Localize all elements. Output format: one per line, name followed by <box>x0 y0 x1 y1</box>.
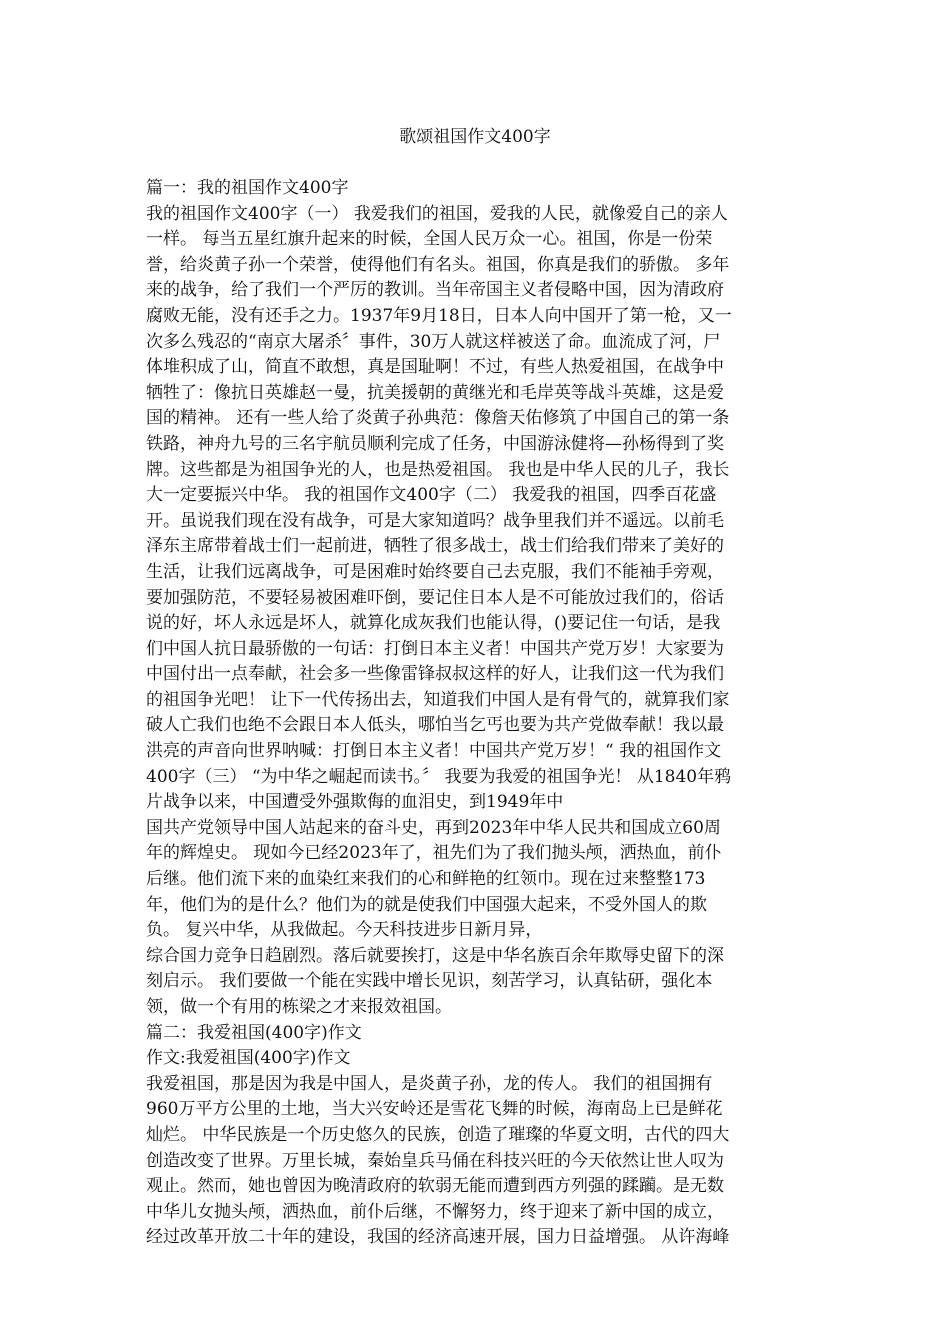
essay-title: 作文:我爱祖国(400字)作文 <box>146 1048 351 1069</box>
document-body <box>146 176 806 1251</box>
paragraph-line: 们中国人抗日最骄傲的一句话：打倒日本主义者！中国共产党万岁！大家要为 <box>146 638 724 659</box>
paragraph-line: 领，做一个有用的栋梁之才来报效祖国。 <box>146 997 452 1017</box>
paragraph-line: 经过改革开放二十年的建设，我国的经济高速开展，国力日益增强。 从许海峰 <box>146 1227 730 1248</box>
paragraph-line: 牺牲了：像抗日英雄赵一曼，抗美援朝的黄继光和毛岸英等战斗英雄，这是爱 <box>146 382 724 403</box>
paragraph-line: 片战争以来，中国遭受外强欺侮的血泪史，到1949年中 <box>146 792 564 813</box>
paragraph-line: 洪亮的声音向世界呐喊：打倒日本主义者！中国共产党万岁！“ 我的祖国作文 <box>146 741 722 762</box>
paragraph-line: 国的精神。 还有一些人给了炎黄子孙典范：像詹天佑修筑了中国自己的第一条 <box>146 408 730 429</box>
paragraph-line: 综合国力竞争日趋剧烈。落后就要挨打，这是中华名族百余年欺辱史留下的深 <box>146 945 724 966</box>
paragraph-line: 腐败无能，没有还手之力。1937年9月18日，日本人向中国开了第一枪，又一 <box>146 305 732 326</box>
paragraph-line: 400字（三） “为中华之崛起而读书。〞 我要为我爱的祖国争光！ 从1840年鸦 <box>146 766 732 787</box>
paragraph-line: 牌。这些都是为祖国争光的人，也是热爱祖国。 我也是中华人民的儿子，我长 <box>146 459 730 480</box>
paragraph-line: 要加强防范，不要轻易被困难吓倒，要记住日本人是不可能放过我们的，俗话 <box>146 587 724 608</box>
paragraph-line: 年的辉煌史。 现如今已经2023年了，祖先们为了我们抛头颅，洒热血，前仆 <box>146 843 722 864</box>
document-title: 歌颂祖国作文400字 <box>399 127 551 147</box>
paragraph-line: 一样。 每当五星红旗升起来的时候，全国人民万众一心。祖国，你是一份荣 <box>146 229 713 250</box>
paragraph-line: 的祖国争光吧！ 让下一代传扬出去，知道我们中国人是有骨气的，就算我们家 <box>146 689 730 710</box>
paragraph-line: 破人亡我们也绝不会跟日本人低头，哪怕当乞丐也要为共产党做奉献！我以最 <box>146 715 724 736</box>
paragraph-line: 生活，让我们远离战争，可是困难时始终要自己去克服，我们不能袖手旁观， <box>146 561 724 582</box>
paragraph-line: 铁路，神舟九号的三名宇航员顺利完成了任务，中国游泳健将—孙杨得到了奖 <box>146 433 724 454</box>
paragraph-line: 国共产党领导中国人站起来的奋斗史，再到2023年中华人民共和国成立60周 <box>146 817 721 838</box>
paragraph-line: 灿烂。 中华民族是一个历史悠久的民族，创造了璀璨的华夏文明，古代的四大 <box>146 1124 730 1145</box>
paragraph-line: 大一定要振兴中华。 我的祖国作文400字（二） 我爱我的祖国，四季百花盛 <box>146 485 717 506</box>
paragraph-line: 创造改变了世界。万里长城，秦始皇兵马俑在科技兴旺的今天依然让世人叹为 <box>146 1150 724 1171</box>
paragraph-line: 誉，给炎黄子孙一个荣誉，使得他们有名头。祖国，你真是我们的骄傲。 多年 <box>146 254 730 275</box>
paragraph-line: 负。 复兴中华，从我做起。今天科技进步日新月异， <box>146 920 543 941</box>
paragraph-line: 中国付出一点奉献，社会多一些像雷锋叔叔这样的好人，让我们这一代为我们 <box>146 664 724 685</box>
paragraph-line: 刻启示。 我们要做一个能在实践中增长见识，刻苦学习，认真钻研，强化本 <box>146 971 713 992</box>
section-heading: 篇一：我的祖国作文400字 <box>146 178 349 198</box>
paragraph-line: 960万平方公里的土地，当大兴安岭还是雪花飞舞的时候，海南岛上已是鲜花 <box>146 1099 723 1120</box>
paragraph-line: 年，他们为的是什么？他们为的就是使我们中国强大起来，不受外国人的欺 <box>146 894 707 915</box>
paragraph-line: 次多么残忍的“南京大屠杀〞事件，30万人就这样被送了命。血流成了河，尸 <box>146 331 721 352</box>
paragraph-line: 来的战争，给了我们一个严厉的教训。当年帝国主义者侵略中国，因为清政府 <box>146 280 724 301</box>
paragraph-line: 我的祖国作文400字（一） 我爱我们的祖国，爱我的人民，就像爱自己的亲人 <box>146 203 728 224</box>
paragraph-line: 中华儿女抛头颅，洒热血，前仆后继，不懈努力，终于迎来了新中国的成立， <box>146 1201 724 1222</box>
paragraph-line: 我爱祖国，那是因为我是中国人，是炎黄子孙，龙的传人。 我们的祖国拥有 <box>146 1073 713 1094</box>
paragraph-line: 开。虽说我们现在没有战争，可是大家知道吗？战争里我们并不遥远。以前毛 <box>146 510 724 531</box>
paragraph-line: 体堆积成了山，简直不敢想，真是国耻啊！不过，有些人热爱祖国，在战争中 <box>146 357 724 378</box>
paragraph-line: 后继。他们流下来的血染红来我们的心和鲜艳的红领巾。现在过来整整173 <box>146 869 706 890</box>
paragraph-line: 说的好，坏人永远是坏人，就算化成灰我们也能认得，()要记住一句话，是我 <box>146 613 721 634</box>
section-heading: 篇二：我爱祖国(400字)作文 <box>146 1022 362 1043</box>
paragraph-line: 泽东主席带着战士们一起前进，牺牲了很多战士，战士们给我们带来了美好的 <box>146 536 724 557</box>
paragraph-line: 观止。然而，她也曾因为晚清政府的软弱无能而遭到西方列强的蹂躏。是无数 <box>146 1176 724 1197</box>
